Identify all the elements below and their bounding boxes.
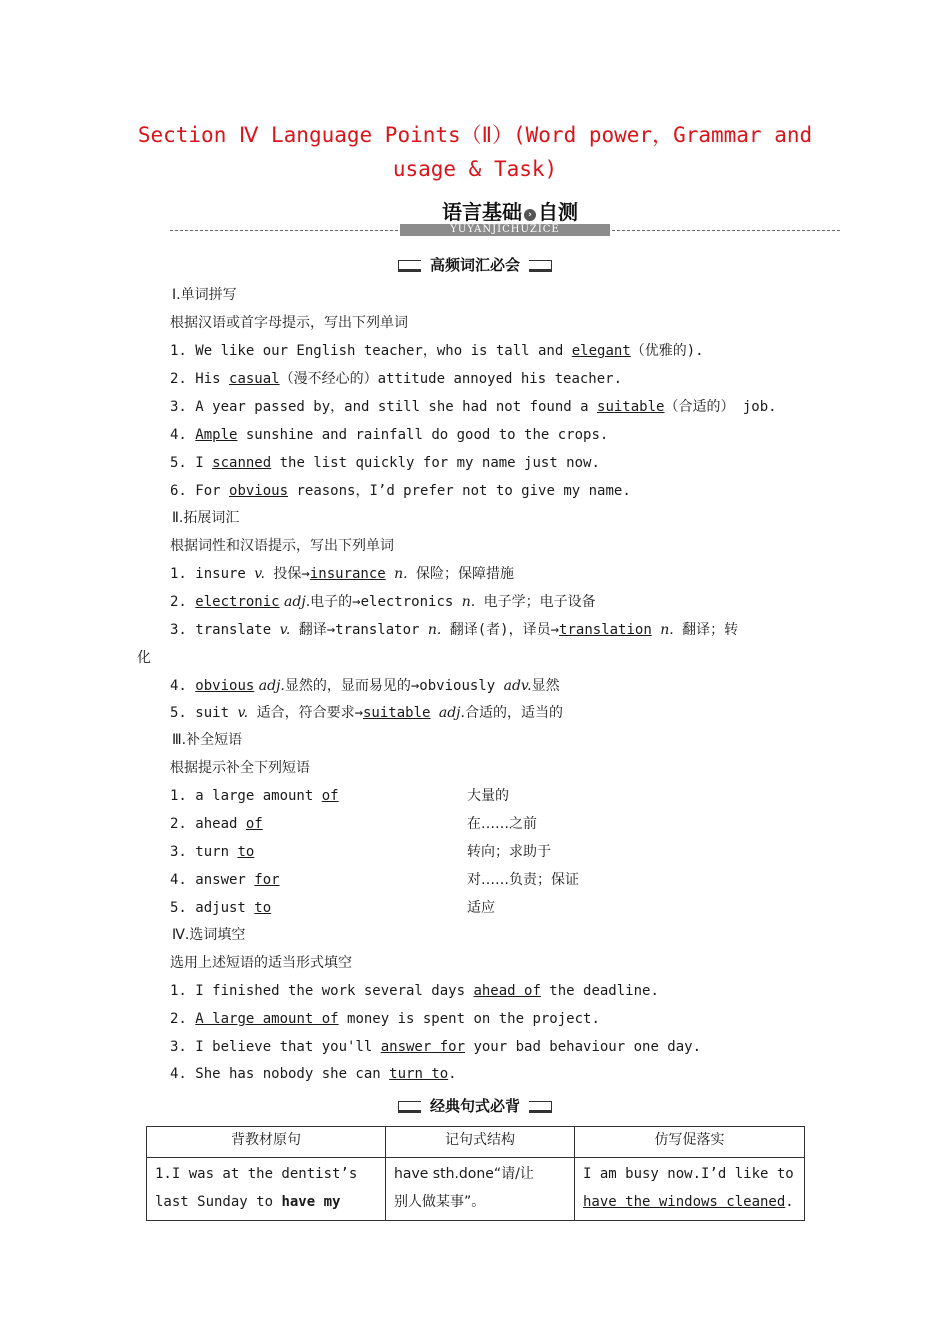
item-text: 保险；保障措施 xyxy=(407,566,515,582)
part2-instruction: 根据词性和汉语提示，写出下列单词 xyxy=(170,538,394,554)
table-header: 记句式结构 xyxy=(386,1127,575,1158)
item-text: the list quickly for my name just now. xyxy=(271,455,600,471)
pos-label: n. xyxy=(461,594,476,610)
cell-text: last Sunday to xyxy=(155,1194,282,1210)
item-text: （漫不经心的）attitude annoyed his teacher. xyxy=(279,371,623,387)
answer-text: for xyxy=(254,872,280,888)
phrase-meaning: 转向；求助于 xyxy=(467,844,551,860)
part2-item-3-wrap: 化 xyxy=(137,650,151,666)
pos-label: v. xyxy=(254,566,265,582)
item-text: reasons，I’d prefer not to give my name. xyxy=(288,483,631,499)
item-text: 1. We like our English teacher，who is tall and xyxy=(170,343,572,359)
part3-item-5 xyxy=(170,898,670,918)
chevron-right-icon: › xyxy=(524,209,536,221)
answer-text: scanned xyxy=(212,455,272,471)
title-line-2: usage & Task) xyxy=(392,157,558,181)
pos-label: v. xyxy=(279,622,291,638)
item-text: 2. ahead xyxy=(170,816,246,832)
item-text: money is spent on the project. xyxy=(338,1011,600,1027)
pos-label: adj. xyxy=(279,594,311,610)
cell-line: 别人做某事”。 xyxy=(394,1194,486,1210)
item-text: 2. His xyxy=(170,371,230,387)
part3-item-4 xyxy=(170,870,670,890)
item-text: 显然的，显而易见的→obviously xyxy=(284,678,504,694)
pos-label: n. xyxy=(394,566,408,582)
subhead-sentences-label: 经典句式必背 xyxy=(422,1095,528,1116)
item-text: 翻译；转 xyxy=(673,622,739,638)
answer-text: answer for xyxy=(380,1039,466,1055)
part2-item-2 xyxy=(170,592,596,612)
item-text: 3. A year passed by，and still she had not found a xyxy=(170,399,598,415)
table-cell-structure xyxy=(386,1158,575,1221)
table-cell-original xyxy=(147,1158,386,1221)
item-text: （优雅的). xyxy=(630,343,704,359)
part1-item-4 xyxy=(170,425,608,445)
pos-label: adj. xyxy=(254,678,285,694)
part3-item-2 xyxy=(170,814,670,834)
part2-heading: Ⅱ.拓展词汇 xyxy=(172,510,240,526)
answer-text: turn to xyxy=(389,1066,449,1082)
item-text: sunshine and rainfall do good to the crops. xyxy=(237,427,609,443)
subhead-sentences xyxy=(0,1095,950,1116)
item-text: 1. a large amount xyxy=(170,788,322,804)
answer-text: to xyxy=(237,844,255,860)
item-text: 4. xyxy=(170,678,196,694)
answer-text: casual xyxy=(229,371,280,387)
item-text: 5. I xyxy=(170,455,213,471)
part4-item-4 xyxy=(170,1064,457,1084)
item-text: 4. answer xyxy=(170,872,255,888)
pos-label: adv. xyxy=(503,678,532,694)
phrase-meaning: 在……之前 xyxy=(467,816,537,832)
sentence-table xyxy=(146,1126,805,1221)
item-text: 2. xyxy=(170,594,196,610)
item-text: 4. xyxy=(170,427,196,443)
part4-instruction: 选用上述短语的适当形式填空 xyxy=(170,955,352,971)
banner-title xyxy=(420,196,600,225)
section-banner xyxy=(170,196,840,238)
item-text: . xyxy=(448,1066,457,1082)
pos-label: adj. xyxy=(438,705,465,721)
answer-text: suitable xyxy=(363,705,431,721)
part3-item-3 xyxy=(170,842,670,862)
phrase-meaning: 适应 xyxy=(467,900,495,916)
title-line-1: Section Ⅳ Language Points（Ⅱ）(Word power，Grammar and xyxy=(137,123,813,147)
part1-item-6 xyxy=(170,481,631,501)
part3-heading: Ⅲ.补全短语 xyxy=(172,732,243,748)
answer-text: obvious xyxy=(229,483,289,499)
item-text: 1. I finished the work several days xyxy=(170,983,474,999)
part3-item-1 xyxy=(170,786,670,806)
part2-item-1 xyxy=(170,564,514,584)
banner-subtitle: YUYANJICHUZICE xyxy=(400,224,610,236)
answer-text: ahead of xyxy=(473,983,541,999)
pos-label: n. xyxy=(660,622,674,638)
part2-item-3 xyxy=(170,620,738,640)
part1-heading: Ⅰ.单词拼写 xyxy=(172,287,237,303)
cell-line: I am busy now.I’d like to xyxy=(583,1166,794,1182)
item-text xyxy=(386,566,394,582)
cell-text: . xyxy=(785,1194,794,1210)
item-text: 6. For xyxy=(170,483,230,499)
item-text: 2. xyxy=(170,1011,196,1027)
part1-item-2 xyxy=(170,369,622,389)
banner-title-right: 自测 xyxy=(538,200,578,224)
answer-text: to xyxy=(254,900,272,916)
part4-item-1 xyxy=(170,981,659,1001)
banner-title-left: 语言基础 xyxy=(442,200,522,224)
subhead-vocab xyxy=(0,254,950,275)
phrase-meaning: 对……负责；保证 xyxy=(467,872,579,888)
answer-text: Ample xyxy=(195,427,238,443)
banner-dashed-line-left xyxy=(170,230,398,231)
answer-text: insurance xyxy=(309,566,386,582)
cell-line xyxy=(583,1188,796,1216)
part4-item-2 xyxy=(170,1009,600,1029)
table-header-row xyxy=(147,1127,805,1158)
part2-item-5 xyxy=(170,703,563,723)
answer-text: electronic xyxy=(195,594,280,610)
part1-item-3 xyxy=(170,397,777,417)
item-text: 3. turn xyxy=(170,844,238,860)
answer-text: have the windows cleaned xyxy=(583,1194,786,1210)
pos-label: v. xyxy=(237,705,249,721)
item-text: your bad behaviour one day. xyxy=(465,1039,702,1055)
item-text: 电子学；电子设备 xyxy=(475,594,596,610)
item-text: 3. translate xyxy=(170,622,280,638)
item-text: 翻译(者)，译员→ xyxy=(441,622,560,638)
part3-instruction: 根据提示补全下列短语 xyxy=(170,760,310,776)
item-text: 4. She has nobody she can xyxy=(170,1066,390,1082)
answer-text: of xyxy=(245,816,263,832)
item-text: 投保→ xyxy=(265,566,310,582)
item-text: 1. insure xyxy=(170,566,255,582)
banner-dashed-line-right xyxy=(612,230,840,231)
answer-text: A large amount of xyxy=(195,1011,339,1027)
answer-text: translation xyxy=(559,622,652,638)
item-text xyxy=(430,705,438,721)
subhead-vocab-label: 高频词汇必会 xyxy=(422,254,528,275)
item-text: 电子的→electronics xyxy=(310,594,462,610)
table-header: 背教材原句 xyxy=(147,1127,386,1158)
table-header: 仿写促落实 xyxy=(575,1127,805,1158)
answer-text: elegant xyxy=(571,343,631,359)
answer-text: obvious xyxy=(195,678,255,694)
item-text: 翻译→translator xyxy=(290,622,428,638)
cell-line: 1.I was at the dentist’s xyxy=(155,1166,358,1182)
part1-item-5 xyxy=(170,453,600,473)
pos-label: n. xyxy=(427,622,442,638)
part2-item-4 xyxy=(170,676,560,696)
item-text: 适合，符合要求→ xyxy=(248,705,363,721)
part1-item-1 xyxy=(170,341,704,361)
item-text: 5. adjust xyxy=(170,900,255,916)
document-title xyxy=(0,118,950,186)
cell-line: have sth.done“请/让 xyxy=(394,1166,534,1182)
item-text: 5. suit xyxy=(170,705,238,721)
item-text: （合适的） job. xyxy=(664,399,777,415)
part4-heading: Ⅳ.选词填空 xyxy=(172,927,246,943)
item-text: 合适的，适当的 xyxy=(464,705,563,721)
cell-line xyxy=(155,1188,377,1216)
answer-text: of xyxy=(321,788,339,804)
answer-text: suitable xyxy=(597,399,665,415)
item-text xyxy=(652,622,660,638)
item-text: 显然 xyxy=(531,678,560,694)
table-cell-practice xyxy=(575,1158,805,1221)
phrase-meaning: 大量的 xyxy=(467,788,509,804)
part1-instruction: 根据汉语或首字母提示，写出下列单词 xyxy=(170,315,408,331)
cell-bold-text: have my xyxy=(281,1194,341,1210)
item-text: 3. I believe that you'll xyxy=(170,1039,381,1055)
table-row xyxy=(147,1158,805,1221)
item-text: the deadline. xyxy=(540,983,659,999)
part4-item-3 xyxy=(170,1037,701,1057)
